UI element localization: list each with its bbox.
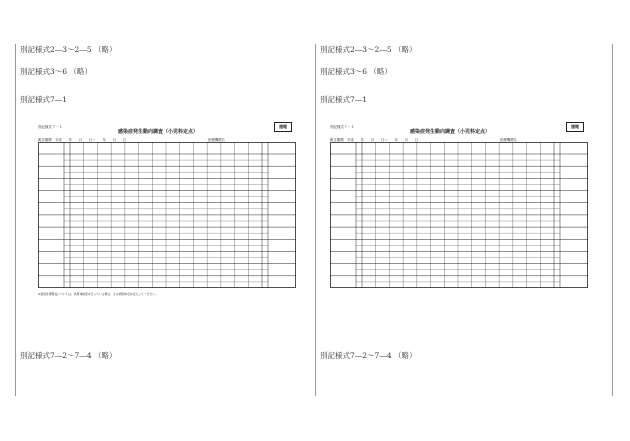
right-form-period: 報告期間 平成 年 月 日～ 年 月 日 bbox=[330, 138, 419, 142]
left-line-2: 別記様式3～6 （略） bbox=[20, 67, 92, 76]
right-margin-rule bbox=[612, 44, 613, 396]
left-line-3: 別記様式7―1 bbox=[20, 95, 68, 104]
left-form-7-1 bbox=[38, 118, 296, 296]
left-form-title: 感染症発生動向調査（小児科定点） bbox=[118, 129, 199, 135]
right-form-stamp: 週報 bbox=[566, 122, 584, 132]
left-form-grid bbox=[38, 142, 296, 288]
left-bottom-line: 別記様式7―2～7―4 （略） bbox=[20, 351, 117, 360]
right-line-1: 別記様式2―3～2―5 （略） bbox=[320, 45, 417, 54]
left-form-note: ※感染性胃腸炎については、病原体検査を行っている場合、その病原体名を記入してください。 bbox=[38, 292, 158, 296]
right-form-7-1 bbox=[330, 118, 588, 296]
left-form-inspector: 医療機関名 bbox=[208, 138, 225, 142]
left-margin-rule bbox=[15, 44, 16, 396]
left-form-period: 報告期間 平成 年 月 日～ 年 月 日 bbox=[38, 138, 127, 142]
right-bottom-line: 別記様式7―2～7―4 （略） bbox=[320, 351, 417, 360]
right-page bbox=[318, 0, 608, 441]
left-page bbox=[18, 0, 308, 441]
right-form-id: 別記様式７－１ bbox=[330, 125, 355, 129]
center-divider-rule bbox=[315, 44, 316, 396]
right-line-2: 別記様式3～6 （略） bbox=[320, 67, 392, 76]
left-line-1: 別記様式2―3～2―5 （略） bbox=[20, 45, 117, 54]
right-line-3: 別記様式7―1 bbox=[320, 95, 368, 104]
left-form-id: 別記様式７－１ bbox=[38, 125, 63, 129]
right-form-title: 感染症発生動向調査（小児科定点） bbox=[410, 129, 491, 135]
right-form-inspector: 医療機関名 bbox=[500, 138, 517, 142]
left-form-stamp: 週報 bbox=[274, 122, 292, 132]
right-form-grid bbox=[330, 142, 588, 288]
